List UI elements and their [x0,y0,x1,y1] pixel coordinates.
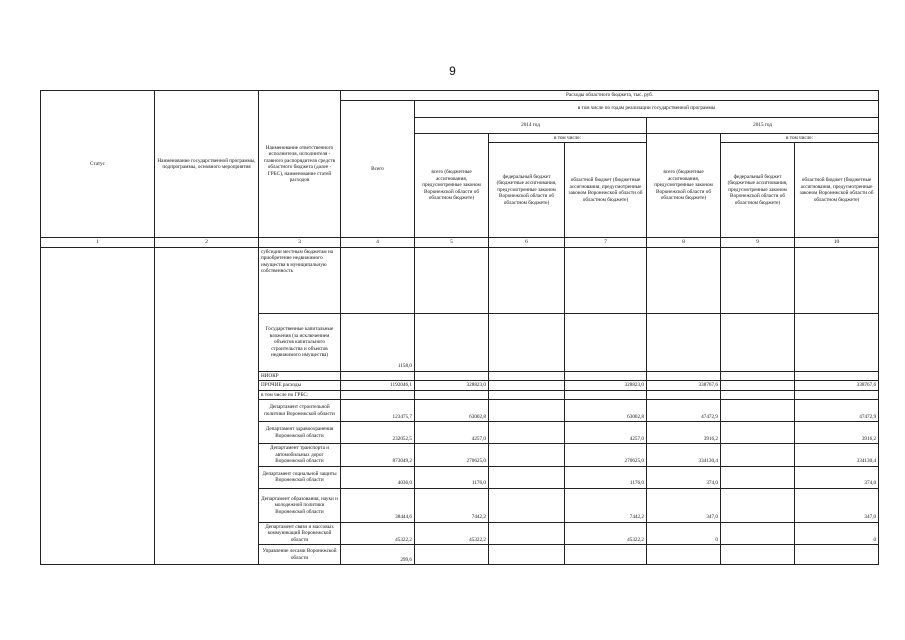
value-c6 [489,390,565,400]
header-incl-2014: в том числе: [489,133,647,143]
value-c10 [795,545,879,565]
value-c8: 334130,4 [647,444,721,467]
value-c4: 45322,2 [341,522,415,545]
value-c7: 63002,8 [565,400,647,422]
header-total-alloc-2015: всего (бюджетные ассигнования, предусмотренные законом Воронежской области об областном бюджете) [647,133,721,238]
header-federal-2014: федеральный бюджет (бюджетные ассигнования, предусмотренные законом Воронежской области об областном бюджете) [489,143,565,238]
value-c4: 1158,0 [341,313,415,371]
value-c4 [341,390,415,400]
value-c8: 374,0 [647,466,721,488]
value-c10 [795,313,879,371]
header-executor: Наименование ответственного исполнителя, исполнителя - главного распорядителя средств областного бюджета (далее - ГРБС), наименование статей расходов [259,91,341,238]
header-year-2015: 2015 год [647,117,879,133]
value-c8: 47472,9 [647,400,721,422]
value-c5: 328823,0 [415,381,489,391]
value-c8: 3916,2 [647,422,721,444]
header-regional-2015: областной бюджет (бюджетные ассигнования, предусмотренные законом Воронежской области об областном бюджете) [795,143,879,238]
header-expenses-title: Расходы областного бюджета, тыс. руб. [341,91,879,101]
value-c7: 1176,0 [565,466,647,488]
col-number: 6 [489,238,565,248]
row-name: Департамент строительной политики Воронежской области [259,400,341,422]
value-c6 [489,466,565,488]
row-name: Управление лесами Воронежской области [259,545,341,565]
value-c10: 338767,6 [795,381,879,391]
value-c6 [489,522,565,545]
value-c5: 1176,0 [415,466,489,488]
value-c7 [565,313,647,371]
value-c6 [489,371,565,381]
program-cell [155,247,259,565]
value-c9 [721,400,795,422]
value-c8 [647,371,721,381]
value-c7 [565,545,647,565]
value-c6 [489,422,565,444]
col-number: 7 [565,238,647,248]
value-c7: 270625,0 [565,444,647,467]
col-number: 3 [259,238,341,248]
value-c4: 123475,7 [341,400,415,422]
value-c8 [647,247,721,313]
row-name: в том числе по ГРБС: [259,390,341,400]
value-c10 [795,390,879,400]
value-c4: 1192046,1 [341,381,415,391]
value-c5: 4257,0 [415,422,489,444]
page-number: 9 [449,64,456,78]
value-c7: 7442,2 [565,488,647,522]
value-c9 [721,545,795,565]
value-c4: 232052,5 [341,422,415,444]
value-c7: 4257,0 [565,422,647,444]
row-name: Департамент социальной защиты Воронежской области [259,466,341,488]
value-c6 [489,545,565,565]
column-numbers-row [41,238,879,248]
col-number: 10 [795,238,879,248]
value-c5: 270625,0 [415,444,489,467]
value-c4: 4036,0 [341,466,415,488]
table-row [41,247,879,313]
col-number: 2 [155,238,259,248]
value-c8: 0 [647,522,721,545]
row-name: ПРОЧИЕ расходы [259,381,341,391]
row-name: субсидии местным бюджетам на приобретение недвижимого имущества в муниципальную собственность [259,247,341,313]
value-c10: 47472,9 [795,400,879,422]
value-c10: 0 [795,522,879,545]
value-c6 [489,488,565,522]
value-c9 [721,381,795,391]
header-status: Статус [41,91,155,238]
header-federal-2015: федеральный бюджет (бюджетные ассигнования, предусмотренные законом Воронежской области об областном бюджете) [721,143,795,238]
value-c5 [415,371,489,381]
value-c6 [489,313,565,371]
header-incl-2015: в том числе: [721,133,879,143]
row-name: Департамент связи и массовых коммуникаций Воронежской области [259,522,341,545]
value-c9 [721,466,795,488]
value-c4 [341,371,415,381]
row-name: Департамент образования, науки и молодежной политики Воронежской области [259,488,341,522]
header-total-alloc-2014: всего (бюджетные ассигнования, предусмотренные законом Воронежской области об областном бюджете) [415,133,489,238]
value-c7 [565,371,647,381]
value-c5 [415,313,489,371]
header-regional-2014: областной бюджет (бюджетные ассигнования, предусмотренные законом Воронежской области об областном бюджете) [565,143,647,238]
value-c8 [647,390,721,400]
header-total: Всего [341,100,415,238]
value-c7 [565,247,647,313]
row-name: НИОКР [259,371,341,381]
value-c9 [721,422,795,444]
value-c9 [721,522,795,545]
col-number: 4 [341,238,415,248]
value-c9 [721,313,795,371]
col-number: 1 [41,238,155,248]
value-c8: 338767,6 [647,381,721,391]
value-c10 [795,371,879,381]
value-c9 [721,247,795,313]
header-by-years: в том числе по годам реализации государственной программы [415,100,879,117]
value-c8: 347,0 [647,488,721,522]
value-c10: 374,0 [795,466,879,488]
value-c9 [721,390,795,400]
value-c8 [647,545,721,565]
row-name: Государственные капитальные вложения (за исключением объектов капитального строительства и объектов недвижимого имущества) [259,313,341,371]
value-c5 [415,545,489,565]
status-cell [41,247,155,565]
value-c4: 873049,2 [341,444,415,467]
value-c4: 38444,6 [341,488,415,522]
value-c8 [647,313,721,371]
header-year-2014: 2014 год [415,117,647,133]
value-c7: 45322,2 [565,522,647,545]
value-c4 [341,247,415,313]
row-name: Департамент здравоохранения Воронежской области [259,422,341,444]
header-program-name: Наименование государственной программы, подпрограммы, основного мероприятия [155,91,259,238]
row-name: Департамент транспорта и автомобильных дорог Воронежской области [259,444,341,467]
value-c10: 334130,4 [795,444,879,467]
value-c6 [489,247,565,313]
value-c5: 7442,2 [415,488,489,522]
value-c6 [489,400,565,422]
value-c6 [489,444,565,467]
value-c10 [795,247,879,313]
col-number: 5 [415,238,489,248]
budget-table [40,90,879,565]
value-c5: 63002,8 [415,400,489,422]
value-c9 [721,371,795,381]
col-number: 9 [721,238,795,248]
value-c5: 45322,2 [415,522,489,545]
value-c9 [721,488,795,522]
value-c9 [721,444,795,467]
value-c5 [415,390,489,400]
value-c6 [489,381,565,391]
col-number: 8 [647,238,721,248]
value-c5 [415,247,489,313]
value-c10: 347,0 [795,488,879,522]
value-c4: 299,6 [341,545,415,565]
value-c7: 328823,0 [565,381,647,391]
value-c10: 3916,2 [795,422,879,444]
value-c7 [565,390,647,400]
